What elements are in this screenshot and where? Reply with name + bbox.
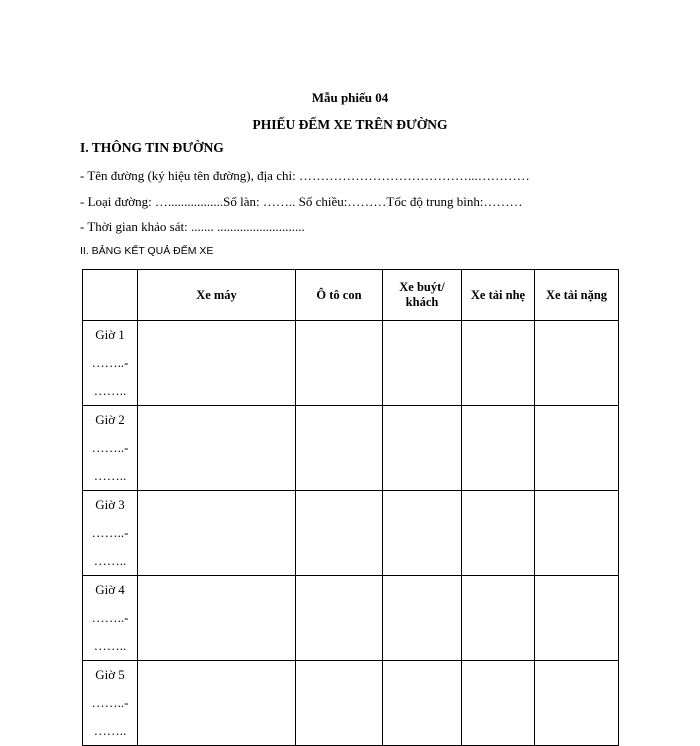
hour-hour-label: Giờ 3: [95, 497, 125, 512]
hour-from-label: ……..-: [91, 695, 129, 710]
count-cell[interactable]: [462, 406, 535, 491]
table-row: [83, 661, 619, 746]
table-header-row: [83, 270, 619, 321]
count-cell[interactable]: [462, 661, 535, 746]
count-cell[interactable]: [296, 661, 383, 746]
header-cell-bus: Xe buýt/ khách: [383, 270, 462, 321]
hour-from-label: ……..-: [91, 525, 129, 540]
count-cell[interactable]: [535, 321, 619, 406]
road-type-line: - Loại đường: ….................Số làn: …….. Số chiều:………Tốc độ trung bình:………: [80, 194, 523, 209]
page-title: PHIẾU ĐẾM XE TRÊN ĐƯỜNG: [252, 117, 448, 132]
count-cell[interactable]: [138, 406, 296, 491]
count-cell[interactable]: [296, 406, 383, 491]
hour-to-label: ……..: [93, 638, 127, 653]
count-cell[interactable]: [383, 576, 462, 661]
count-cell[interactable]: [535, 491, 619, 576]
table-row: [83, 576, 619, 661]
hour-hour-label: Giờ 5: [95, 667, 125, 682]
form-number: Mẫu phiếu 04: [311, 90, 389, 105]
count-cell[interactable]: [462, 576, 535, 661]
count-cell[interactable]: [383, 491, 462, 576]
header-cell-car: Ô tô con: [296, 270, 383, 321]
vehicle-count-table: [82, 269, 619, 746]
road-name-line: - Tên đường (ký hiệu tên đường), địa chỉ: …………………………………...…………: [80, 168, 530, 183]
count-cell[interactable]: [535, 406, 619, 491]
hour-cell: [83, 576, 138, 661]
header-cell-hour: [83, 270, 138, 321]
count-cell[interactable]: [383, 321, 462, 406]
count-cell[interactable]: [535, 661, 619, 746]
hour-from-label: ……..-: [91, 355, 129, 370]
hour-to-label: ……..: [93, 553, 127, 568]
hour-cell: [83, 661, 138, 746]
hour-hour-label: Giờ 2: [95, 412, 125, 427]
count-cell[interactable]: [296, 321, 383, 406]
table-row: [83, 321, 619, 406]
count-cell[interactable]: [138, 576, 296, 661]
count-cell[interactable]: [462, 491, 535, 576]
table-row: [83, 491, 619, 576]
hour-from-label: ……..-: [91, 610, 129, 625]
section-heading-road-info: I. THÔNG TIN ĐƯỜNG: [80, 140, 224, 155]
hour-hour-label: Giờ 4: [95, 582, 125, 597]
count-cell[interactable]: [296, 576, 383, 661]
hour-to-label: ……..: [93, 723, 127, 738]
header-cell-motorbike: Xe máy: [138, 270, 296, 321]
count-cell[interactable]: [138, 661, 296, 746]
table-row: [83, 406, 619, 491]
count-cell[interactable]: [383, 406, 462, 491]
section-heading-count-results: II. BẢNG KẾT QUẢ ĐẾM XE: [80, 245, 214, 257]
hour-cell: [83, 491, 138, 576]
count-cell[interactable]: [462, 321, 535, 406]
count-cell[interactable]: [138, 491, 296, 576]
count-cell[interactable]: [138, 321, 296, 406]
survey-time-line: - Thời gian khảo sát: ....... ...........................: [80, 219, 305, 234]
hour-hour-label: Giờ 1: [95, 327, 125, 342]
count-cell[interactable]: [383, 661, 462, 746]
hour-cell: [83, 321, 138, 406]
header-cell-light-truck: Xe tải nhẹ: [462, 270, 535, 321]
hour-to-label: ……..: [93, 383, 127, 398]
count-cell[interactable]: [535, 576, 619, 661]
header-cell-heavy-truck: Xe tải nặng: [535, 270, 619, 321]
count-cell[interactable]: [296, 491, 383, 576]
hour-cell: [83, 406, 138, 491]
hour-from-label: ……..-: [91, 440, 129, 455]
hour-to-label: ……..: [93, 468, 127, 483]
